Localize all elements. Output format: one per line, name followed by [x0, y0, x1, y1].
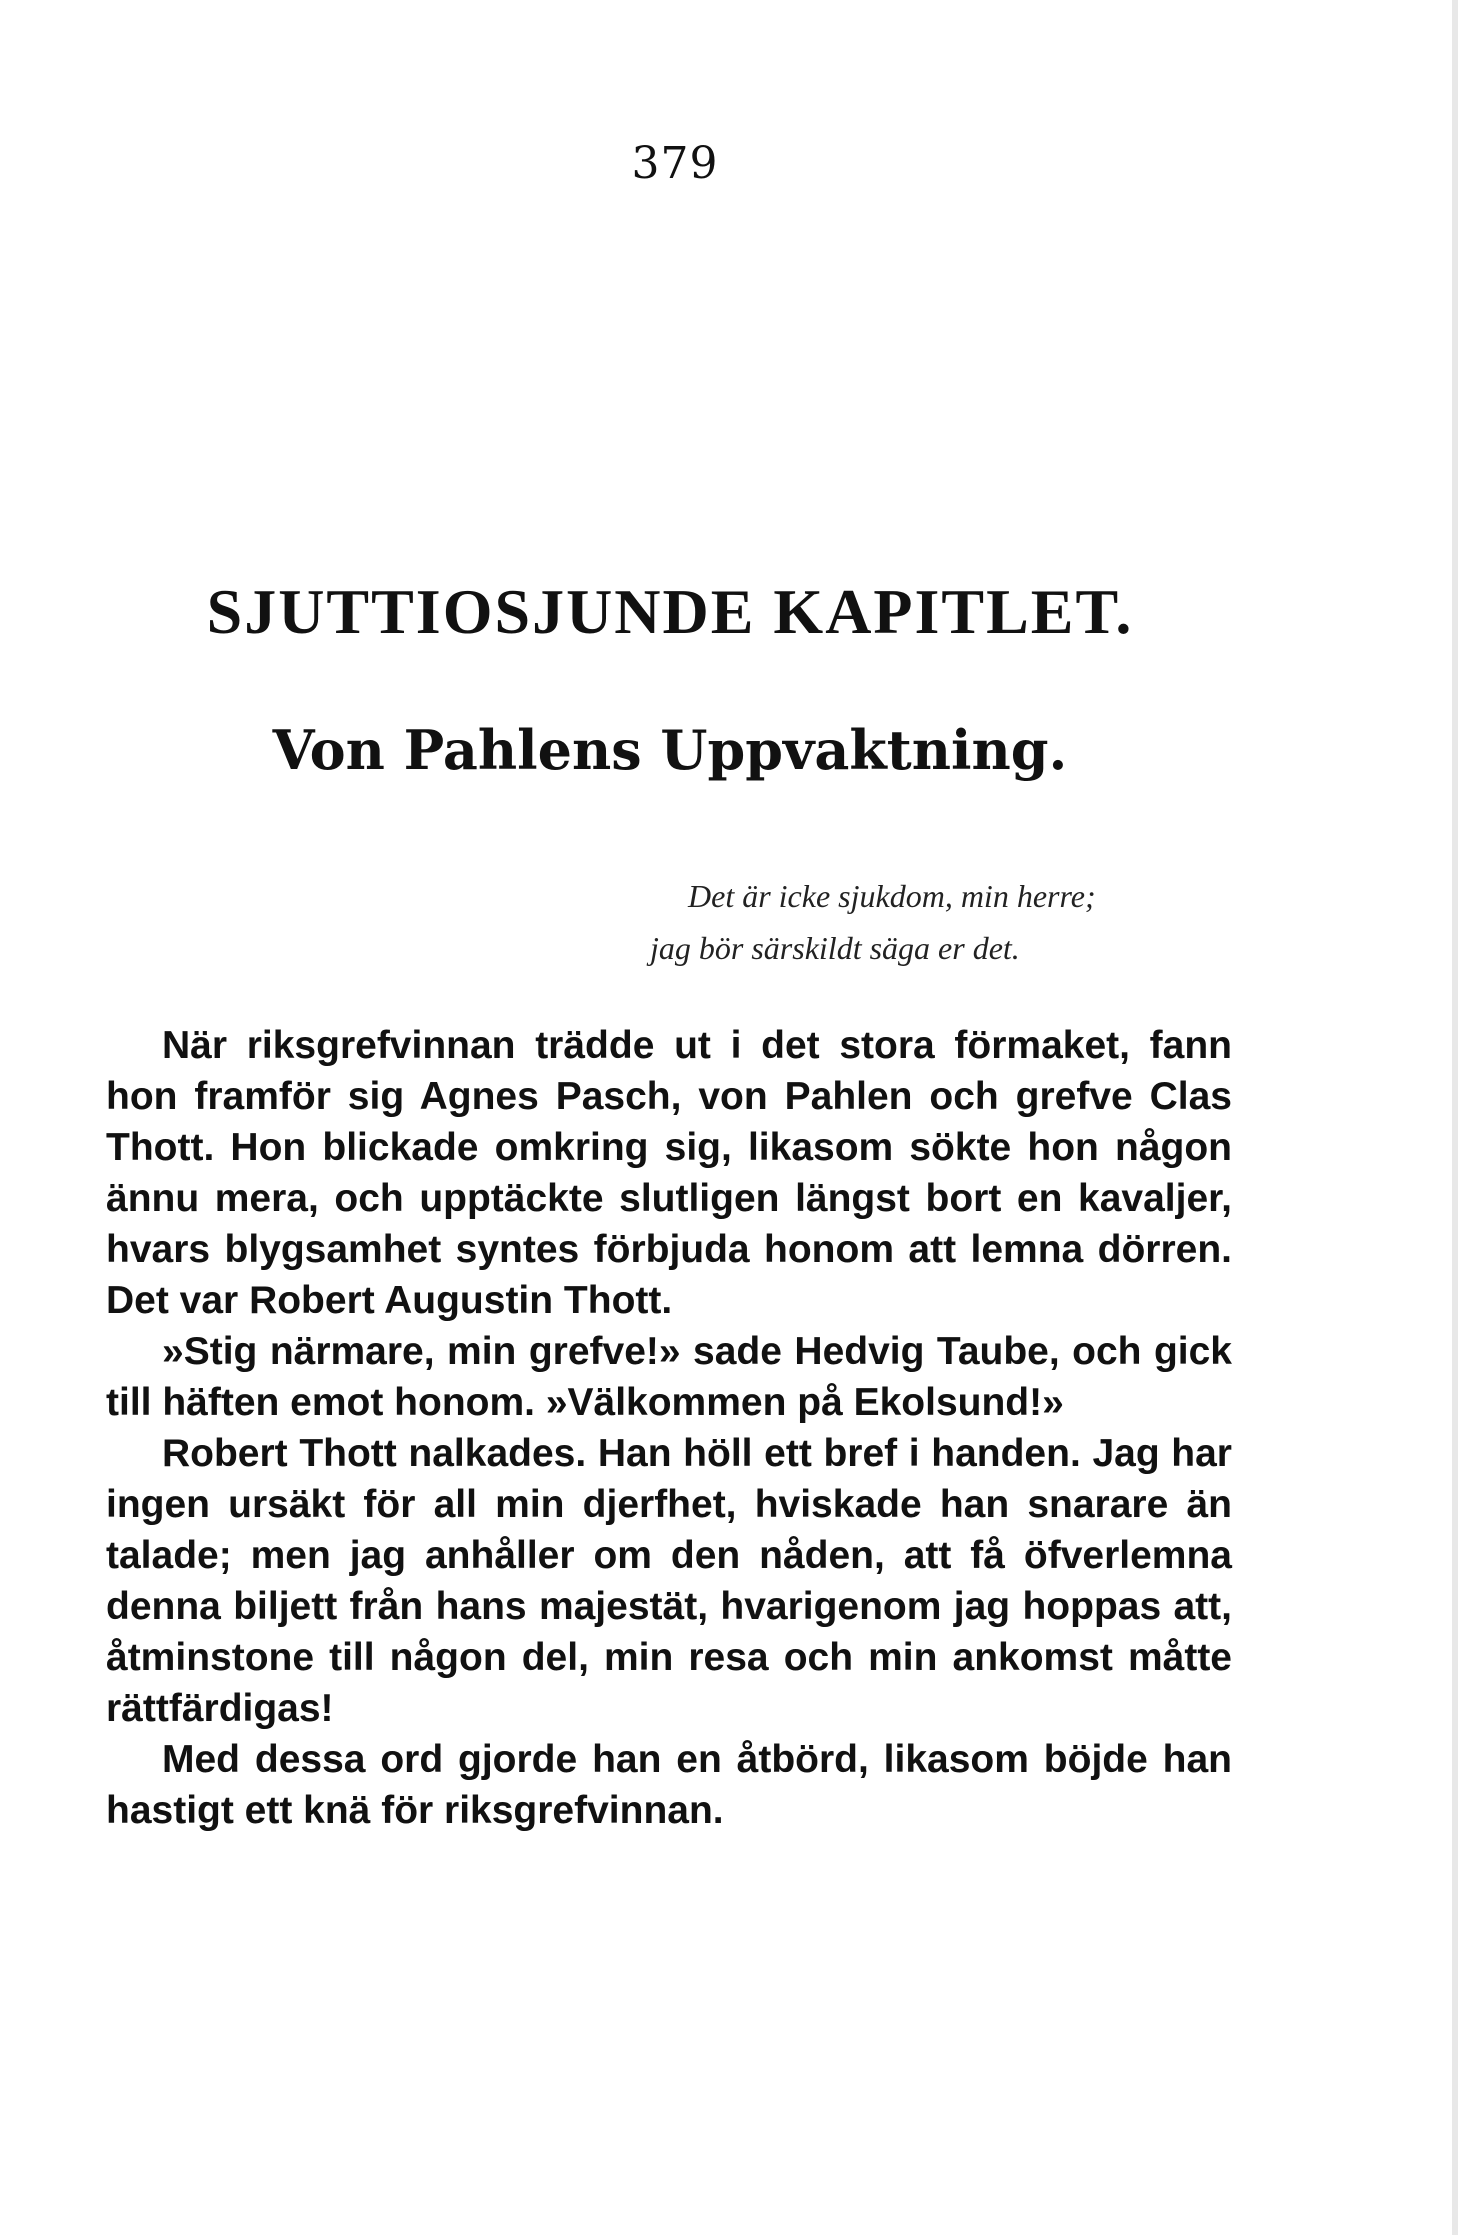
paragraph: Med dessa ord gjorde han en åtbörd, likasom böjde han hastigt ett knä för riksgrefvinnan. — [106, 1738, 1232, 1832]
paragraph: Robert Thott nalkades. Han höll ett bref i handen. Jag har ingen ursäkt för all min djerfhet, hviskade han snarare än talade; men jag anhåller om den nåden, att få öfverlemna denna biljett från hans majestät, hvarigenom jag hoppas att, åtminstone till någon del, min resa och min ankomst måtte rättfärdigas! — [106, 1432, 1232, 1730]
page-number: 379 — [631, 138, 719, 189]
chapter-title: SJUTTIOSJUNDE KAPITLET. — [206, 576, 1134, 647]
epigraph-line: Det är icke sjukdom, min herre; — [688, 878, 1096, 914]
chapter-subtitle: Von Pahlens Uppvaktning. — [272, 718, 1068, 782]
paragraph: »Stig närmare, min grefve!» sade Hedvig Taube, och gick till häften emot honom. »Välkommen på Ekolsund!» — [106, 1330, 1232, 1424]
paragraph: När riksgrefvinnan trädde ut i det stora förmaket, fann hon framför sig Agnes Pasch, von Pahlen och grefve Clas Thott. Hon blickade omkring sig, likasom sökte hon någon ännu mera, och upptäckte slutligen längst bort en kavaljer, hvars blygsamhet syntes förbjuda honom att lemna dörren. Det var Robert Augustin Thott. — [106, 1024, 1232, 1322]
epigraph — [560, 870, 1240, 974]
epigraph-line: jag bör särskildt säga er det. — [650, 930, 1020, 966]
page-edge — [1452, 0, 1458, 2235]
body-text — [106, 1020, 1232, 1836]
